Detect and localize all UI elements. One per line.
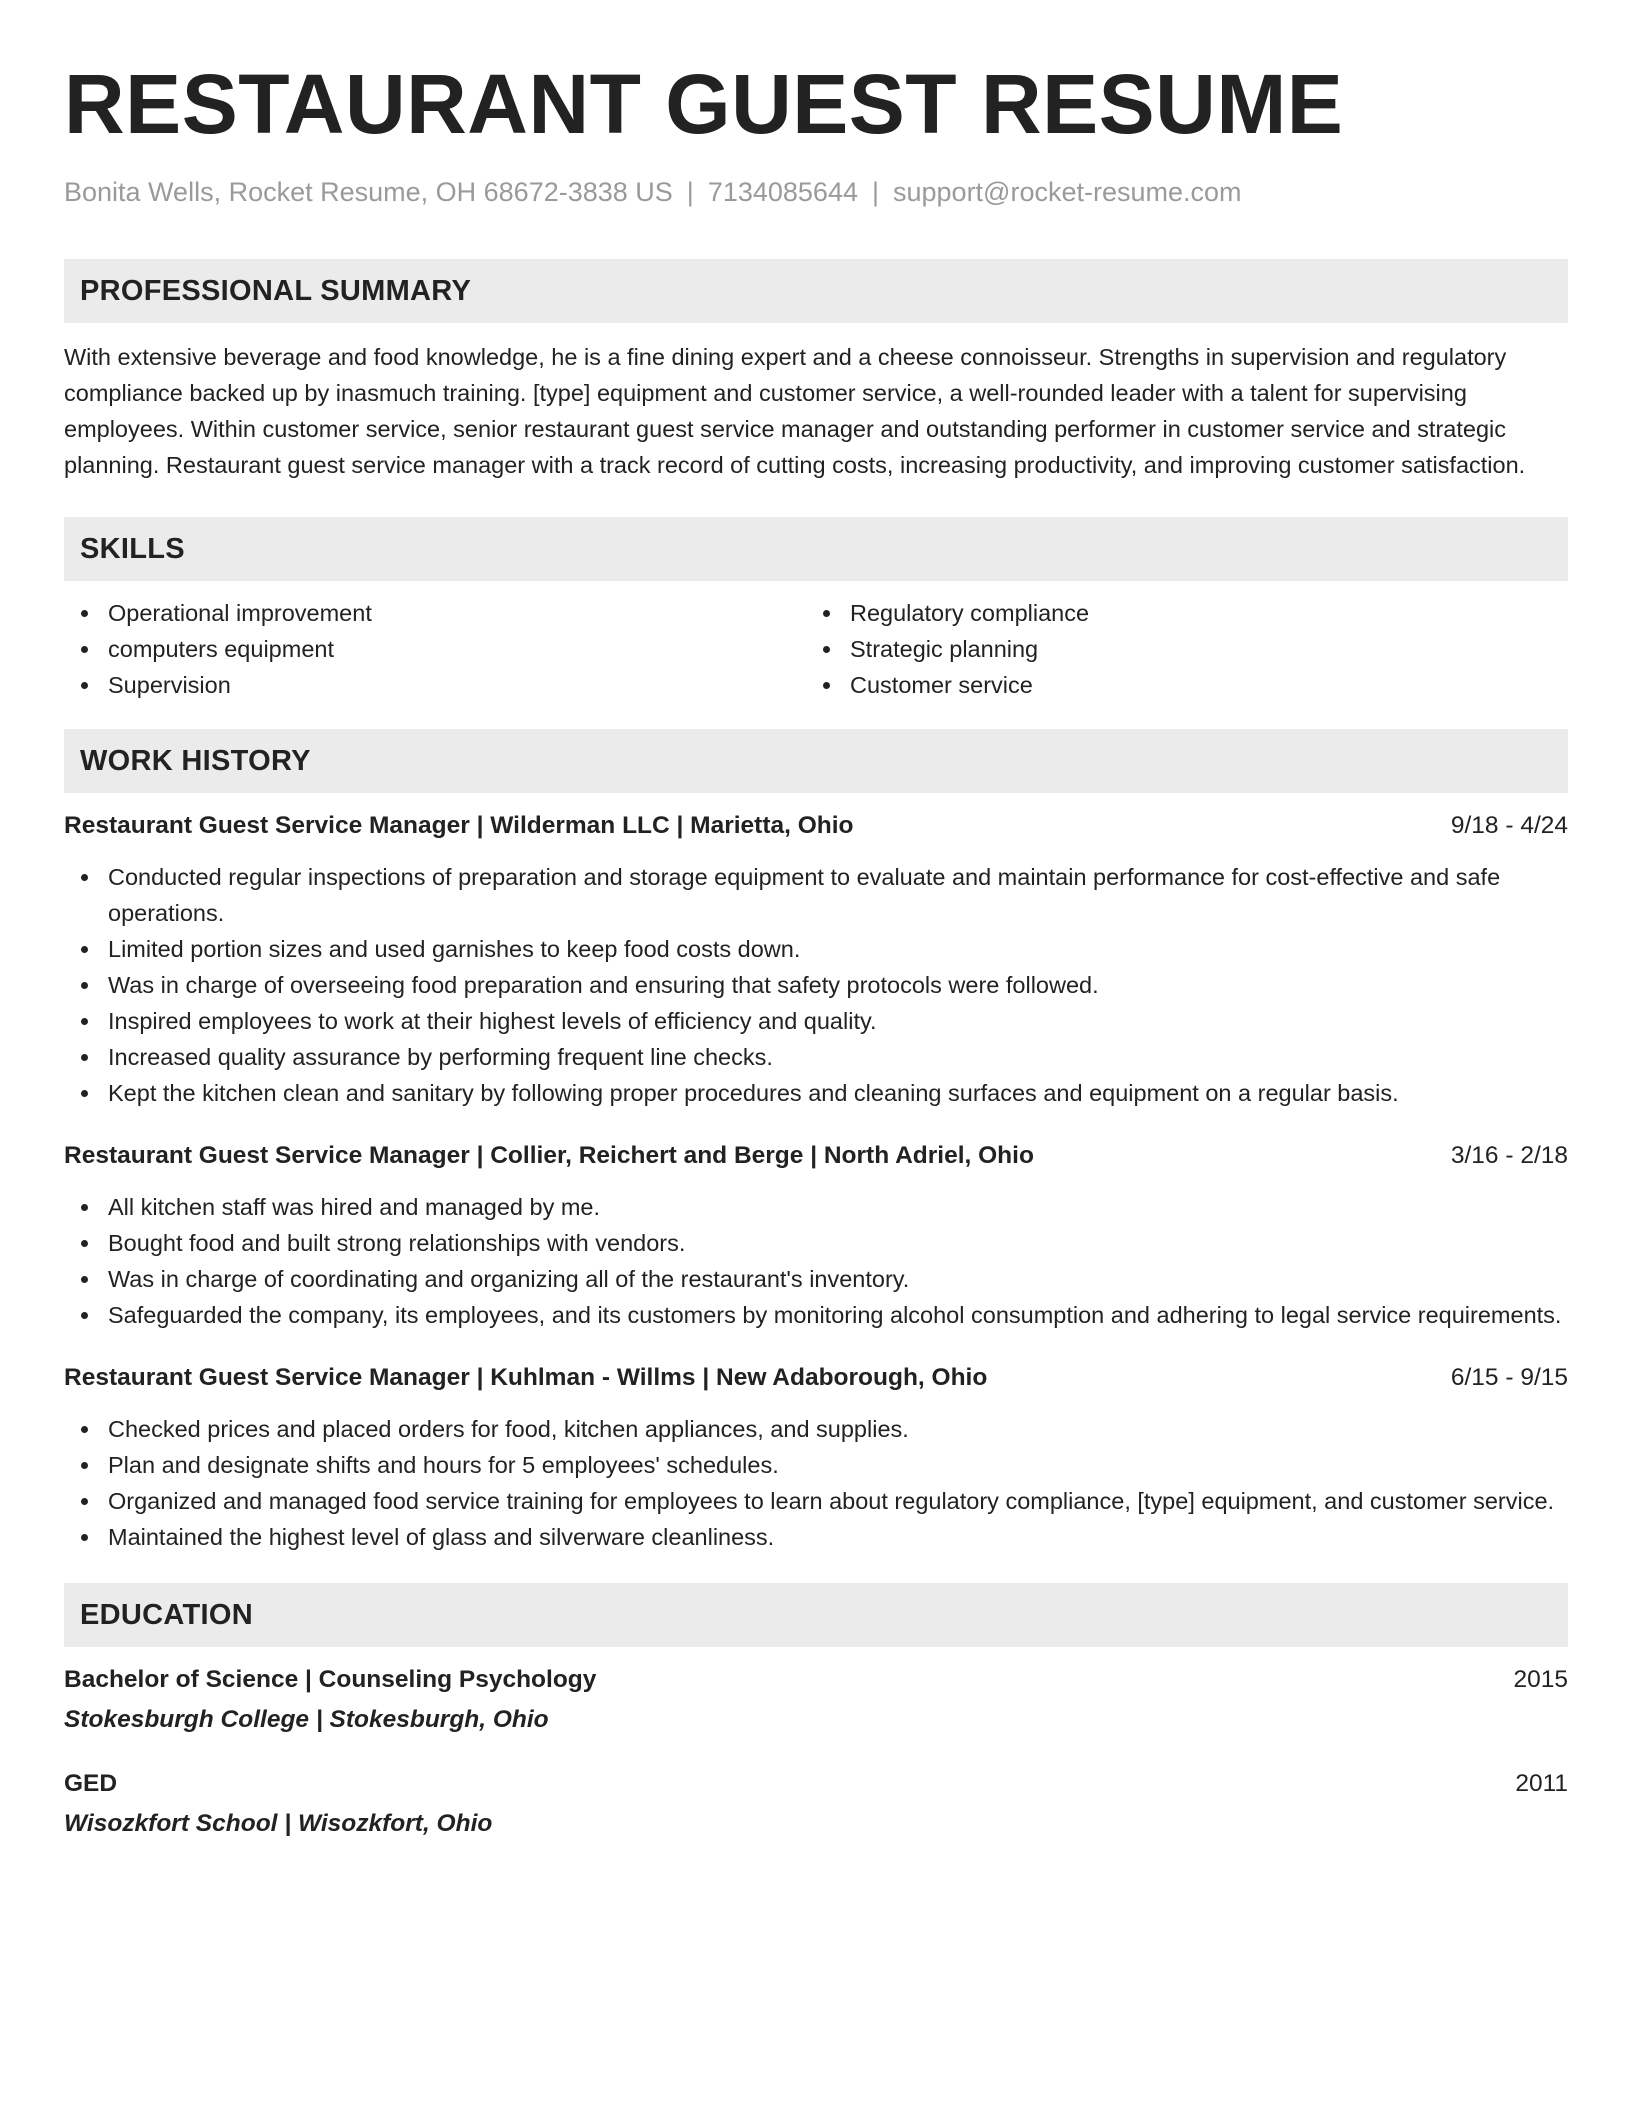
contact-phone: 7134085644: [707, 177, 858, 207]
education-degree: Bachelor of Science | Counseling Psychology: [64, 1666, 597, 1693]
contact-line: [64, 175, 1568, 209]
skills-column-right: [806, 595, 1548, 703]
job-entry: [64, 809, 1568, 1111]
contact-separator: |: [686, 177, 694, 207]
job-bullets: [64, 859, 1568, 1111]
education-degree: GED: [64, 1770, 118, 1797]
job-entry: [64, 1361, 1568, 1555]
summary-text: With extensive beverage and food knowledge, he is a fine dining expert and a cheese connoisseur. Strengths in supervision and regulatory compliance backed up by inasmuch training. [type] equipment and customer service, a well-rounded leader with a talent for supervising employees. Within customer service, senior restaurant guest service manager and outstanding performer in customer service and strategic planning. Restaurant guest service manager with a track record of cutting costs, increasing productivity, and improving customer satisfaction.: [64, 344, 1526, 478]
job-bullets: [64, 1411, 1568, 1555]
resume-page: [64, 58, 1568, 1841]
job-bullet: Checked prices and placed orders for food, kitchen appliances, and supplies.: [64, 1411, 1568, 1447]
job-bullet: Kept the kitchen clean and sanitary by following proper procedures and cleaning surfaces and equipment on a regular basis.: [64, 1075, 1568, 1111]
job-bullet: Plan and designate shifts and hours for 5 employees' schedules.: [64, 1447, 1568, 1483]
skill-item: Regulatory compliance: [806, 595, 1548, 631]
job-bullet: All kitchen staff was hired and managed by me.: [64, 1189, 1568, 1225]
job-title: Restaurant Guest Service Manager | Wilderman LLC | Marietta, Ohio: [64, 812, 854, 839]
skill-item: Strategic planning: [806, 631, 1548, 667]
work-section-header: WORK HISTORY: [64, 729, 1568, 793]
job-bullet: Was in charge of overseeing food preparation and ensuring that safety protocols were followed.: [64, 967, 1568, 1003]
contact-email: support@rocket-resume.com: [893, 177, 1242, 207]
job-bullet: Increased quality assurance by performing frequent line checks.: [64, 1039, 1568, 1075]
contact-separator: |: [871, 177, 879, 207]
job-title: Restaurant Guest Service Manager | Collier, Reichert and Berge | North Adriel, Ohio: [64, 1142, 1034, 1169]
skill-item: Customer service: [806, 667, 1548, 703]
job-dates: 9/18 - 4/24: [1450, 812, 1568, 839]
skills-list: [64, 595, 1568, 703]
education-entry: [64, 1767, 1568, 1841]
job-bullet: Safeguarded the company, its employees, and its customers by monitoring alcohol consumption and adhering to legal service requirements.: [64, 1297, 1568, 1333]
job-dates: 3/16 - 2/18: [1450, 1142, 1568, 1169]
skill-item: Operational improvement: [64, 595, 806, 631]
education-year: 2015: [1513, 1666, 1568, 1693]
education-school: Stokesburgh College | Stokesburgh, Ohio: [64, 1706, 549, 1733]
education-header: [64, 1663, 1568, 1697]
skill-item: Supervision: [64, 667, 806, 703]
skills-column-left: [64, 595, 806, 703]
education-entry: [64, 1663, 1568, 1737]
resume-title: RESTAURANT GUEST RESUME: [64, 57, 1344, 151]
education-section-header: EDUCATION: [64, 1583, 1568, 1647]
job-title: Restaurant Guest Service Manager | Kuhlman - Willms | New Adaborough, Ohio: [64, 1364, 988, 1391]
job-bullet: Limited portion sizes and used garnishes to keep food costs down.: [64, 931, 1568, 967]
job-bullet: Conducted regular inspections of preparation and storage equipment to evaluate and maintain performance for cost-effective and safe operations.: [64, 859, 1568, 931]
job-bullet: Inspired employees to work at their highest levels of efficiency and quality.: [64, 1003, 1568, 1039]
skills-section-header: SKILLS: [64, 517, 1568, 581]
job-header: [64, 809, 1568, 843]
job-bullets: [64, 1189, 1568, 1333]
job-header: [64, 1361, 1568, 1395]
job-dates: 6/15 - 9/15: [1450, 1364, 1568, 1391]
summary-section-header: PROFESSIONAL SUMMARY: [64, 259, 1568, 323]
job-header: [64, 1139, 1568, 1173]
education-year: 2011: [1515, 1770, 1568, 1797]
education-school: Wisozkfort School | Wisozkfort, Ohio: [64, 1810, 493, 1837]
education-header: [64, 1767, 1568, 1801]
skill-item: computers equipment: [64, 631, 806, 667]
job-entry: [64, 1139, 1568, 1333]
contact-address: Bonita Wells, Rocket Resume, OH 68672-3838 US: [64, 177, 673, 207]
job-bullet: Maintained the highest level of glass and silverware cleanliness.: [64, 1519, 1568, 1555]
job-bullet: Was in charge of coordinating and organizing all of the restaurant's inventory.: [64, 1261, 1568, 1297]
job-bullet: Organized and managed food service training for employees to learn about regulatory compliance, [type] equipment, and customer service.: [64, 1483, 1568, 1519]
job-bullet: Bought food and built strong relationships with vendors.: [64, 1225, 1568, 1261]
